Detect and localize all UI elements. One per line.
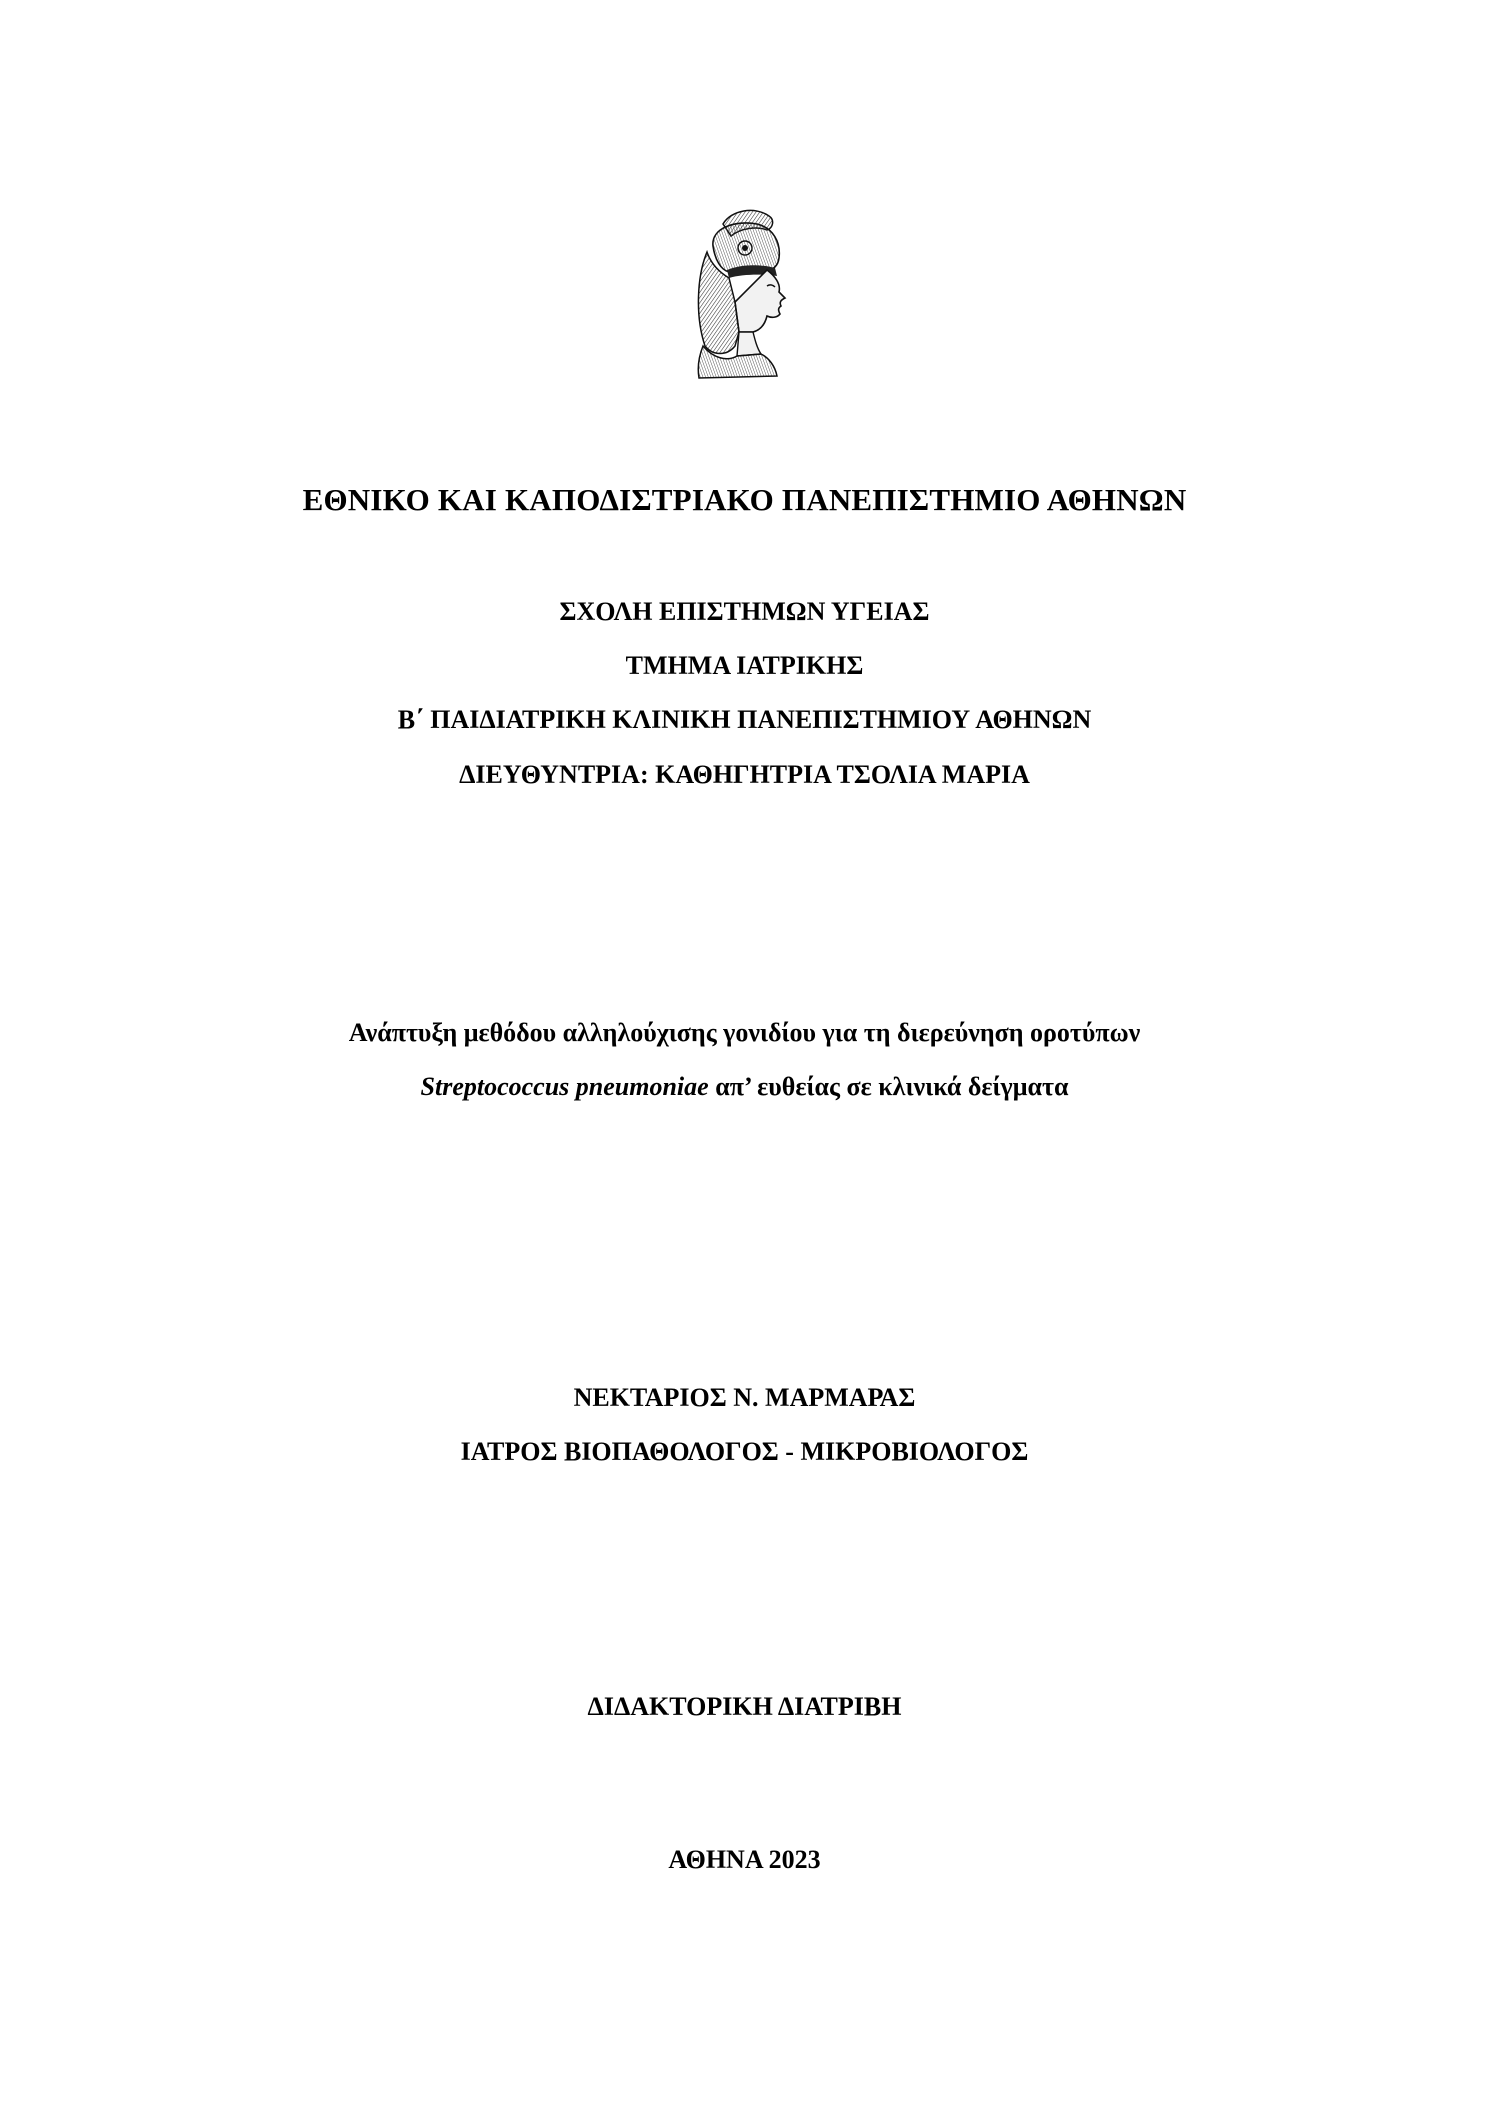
thesis-title-line-1: Ανάπτυξη μεθόδου αλληλούχισης γονιδίου για τη διερεύνηση οροτύπων: [348, 1018, 1141, 1047]
director-name: ΔΙΕΥΘΥΝΤΡΙΑ: ΚΑΘΗΓΗΤΡΙΑ ΤΣΟΛΙΑ ΜΑΡΙΑ: [459, 760, 1030, 789]
author-profession: ΙΑΤΡΟΣ ΒΙΟΠΑΘΟΛΟΓΟΣ - ΜΙΚΡΟΒΙΟΛΟΓΟΣ: [460, 1437, 1029, 1466]
school-name: ΣΧΟΛΗ ΕΠΙΣΤΗΜΩΝ ΥΓΕΙΑΣ: [559, 597, 930, 626]
author-name: ΝΕΚΤΑΡΙΟΣ Ν. ΜΑΡΜΑΡΑΣ: [573, 1383, 916, 1412]
clinic-name: Β΄ ΠΑΙΔΙΑΤΡΙΚΗ ΚΛΙΝΙΚΗ ΠΑΝΕΠΙΣΤΗΜΙΟΥ ΑΘΗΝΩΝ: [397, 705, 1092, 734]
thesis-title-line-2-rest: απ’ ευθείας σε κλινικά δείγματα: [708, 1072, 1069, 1101]
thesis-title-line-2: [0, 1072, 1489, 1102]
department-name: ΤΜΗΜΑ ΙΑΤΡΙΚΗΣ: [625, 651, 864, 680]
species-name: Streptococcus pneumoniae: [420, 1072, 709, 1101]
place-and-year: ΑΘΗΝΑ 2023: [668, 1845, 821, 1874]
university-name: ΕΘΝΙΚΟ ΚΑΙ ΚΑΠΟΔΙΣΤΡΙΑΚΟ ΠΑΝΕΠΙΣΤΗΜΙΟ ΑΘΗΝΩΝ: [302, 482, 1187, 517]
athena-helmet-emblem-icon: [683, 206, 803, 381]
document-type: ΔΙΔΑΚΤΟΡΙΚΗ ΔΙΑΤΡΙΒΗ: [587, 1692, 902, 1721]
